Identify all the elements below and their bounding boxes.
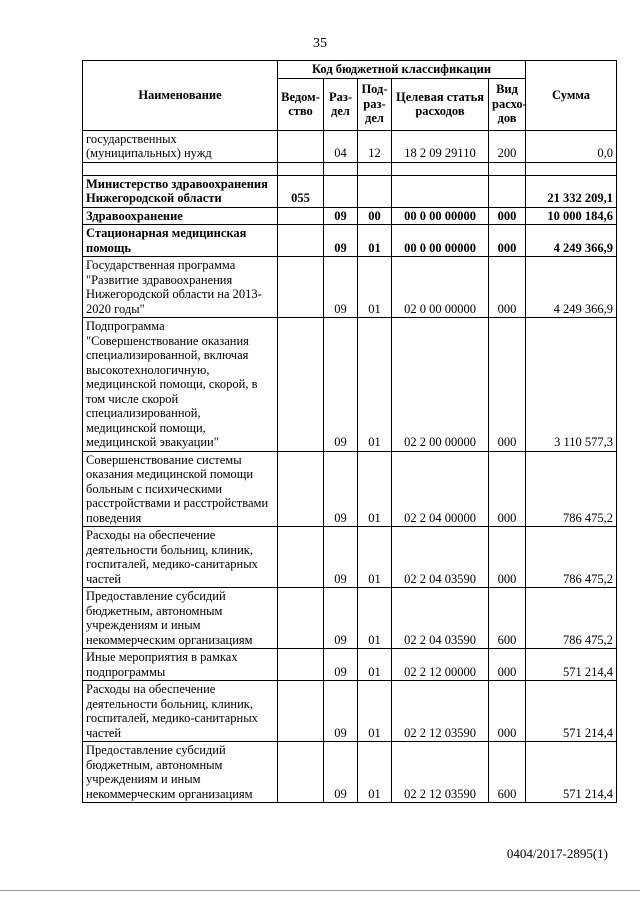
row-target-item: 00 0 00 00000 [392, 207, 489, 225]
row-section: 09 [324, 225, 358, 257]
row-subsection: 12 [358, 130, 392, 162]
row-section: 09 [324, 681, 358, 742]
row-expense-type: 000 [489, 318, 526, 452]
row-name [83, 162, 278, 175]
row-name: Стационарная медицинская помощь [83, 225, 278, 257]
row-subsection: 01 [358, 451, 392, 527]
row-target-item [392, 175, 489, 207]
row-department: 055 [278, 175, 324, 207]
row-expense-type: 000 [489, 451, 526, 527]
row-target-item: 02 2 04 03590 [392, 588, 489, 649]
row-subsection: 01 [358, 588, 392, 649]
row-expense-type: 200 [489, 130, 526, 162]
row-name: Здравоохранение [83, 207, 278, 225]
row-expense-type: 000 [489, 257, 526, 318]
row-subsection [358, 162, 392, 175]
document-code: 0404/2017-2895(1) [506, 846, 608, 861]
row-expense-type: 000 [489, 207, 526, 225]
row-section: 09 [324, 451, 358, 527]
row-sum: 21 332 209,1 [526, 175, 617, 207]
row-sum: 4 249 366,9 [526, 257, 617, 318]
row-subsection: 00 [358, 207, 392, 225]
row-name: Министерство здравоохранения Нижегородской области [83, 175, 278, 207]
table-row [83, 588, 617, 649]
row-subsection: 01 [358, 318, 392, 452]
row-department [278, 130, 324, 162]
header-section: Раз-дел [324, 78, 358, 130]
header-subsection: Под-раз-дел [358, 78, 392, 130]
table-row [83, 451, 617, 527]
row-subsection [358, 175, 392, 207]
row-department [278, 742, 324, 803]
table-row [83, 742, 617, 803]
table-row [83, 225, 617, 257]
table-row [83, 207, 617, 225]
row-department [278, 649, 324, 681]
spacer-row [83, 162, 617, 175]
row-subsection: 01 [358, 742, 392, 803]
row-sum: 0,0 [526, 130, 617, 162]
table-row [83, 681, 617, 742]
row-sum: 786 475,2 [526, 527, 617, 588]
page-number: 35 [313, 36, 327, 51]
row-target-item: 02 2 12 03590 [392, 742, 489, 803]
row-name: Расходы на обеспечение деятельности больниц, клиник, госпиталей, медико-санитарных частей [83, 527, 278, 588]
row-sum: 571 214,4 [526, 742, 617, 803]
row-expense-type: 000 [489, 681, 526, 742]
row-name: Государственная программа "Развитие здравоохранения Нижегородской области на 2013-2020 годы" [83, 257, 278, 318]
row-sum: 3 110 577,3 [526, 318, 617, 452]
row-expense-type: 600 [489, 588, 526, 649]
row-section [324, 162, 358, 175]
row-sum: 786 475,2 [526, 588, 617, 649]
row-subsection: 01 [358, 527, 392, 588]
row-expense-type [489, 162, 526, 175]
row-sum: 571 214,4 [526, 649, 617, 681]
row-section: 09 [324, 257, 358, 318]
table-row [83, 130, 617, 162]
header-target-item: Целевая статья расходов [392, 78, 489, 130]
row-target-item [392, 162, 489, 175]
row-name: Совершенствование системы оказания медицинской помощи больным с психическими расстройствами и расстройствами поведения [83, 451, 278, 527]
row-name: Предоставление субсидий бюджетным, автономным учреждениям и иным некоммерческим организациям [83, 742, 278, 803]
row-target-item: 02 0 00 00000 [392, 257, 489, 318]
row-expense-type: 000 [489, 649, 526, 681]
row-department [278, 318, 324, 452]
row-sum: 571 214,4 [526, 681, 617, 742]
row-target-item: 00 0 00 00000 [392, 225, 489, 257]
row-target-item: 02 2 12 03590 [392, 681, 489, 742]
row-section: 04 [324, 130, 358, 162]
row-expense-type [489, 175, 526, 207]
row-target-item: 02 2 04 03590 [392, 527, 489, 588]
row-target-item: 02 2 04 00000 [392, 451, 489, 527]
row-expense-type: 600 [489, 742, 526, 803]
row-name: Расходы на обеспечение деятельности больниц, клиник, госпиталей, медико-санитарных частей [83, 681, 278, 742]
row-section: 09 [324, 742, 358, 803]
row-sum: 10 000 184,6 [526, 207, 617, 225]
header-name: Наименование [83, 61, 278, 131]
row-section: 09 [324, 649, 358, 681]
budget-table [82, 60, 617, 803]
row-target-item: 02 2 00 00000 [392, 318, 489, 452]
row-sum [526, 162, 617, 175]
row-expense-type: 000 [489, 527, 526, 588]
row-target-item: 18 2 09 29110 [392, 130, 489, 162]
page-bottom-line [0, 890, 640, 891]
header-classification-code: Код бюджетной классификации [278, 61, 526, 79]
row-name: Иные мероприятия в рамках подпрограммы [83, 649, 278, 681]
row-target-item: 02 2 12 00000 [392, 649, 489, 681]
row-section: 09 [324, 527, 358, 588]
row-section: 09 [324, 588, 358, 649]
row-subsection: 01 [358, 649, 392, 681]
row-section: 09 [324, 318, 358, 452]
table-row [83, 318, 617, 452]
row-subsection: 01 [358, 257, 392, 318]
row-department [278, 681, 324, 742]
row-section: 09 [324, 207, 358, 225]
row-name: Подпрограмма "Совершенствование оказания специализированной, включая высокотехнологичную, медицинской помощи, скорой, в том числе скорой специализированной, медицинской помощи, медицинской эвакуации" [83, 318, 278, 452]
row-expense-type: 000 [489, 225, 526, 257]
row-department [278, 588, 324, 649]
header-expense-type: Вид расхо-дов [489, 78, 526, 130]
row-subsection: 01 [358, 681, 392, 742]
row-section [324, 175, 358, 207]
row-department [278, 207, 324, 225]
row-sum: 786 475,2 [526, 451, 617, 527]
row-name: государственных (муниципальных) нужд [83, 130, 278, 162]
row-department [278, 451, 324, 527]
row-department [278, 257, 324, 318]
table-row [83, 175, 617, 207]
row-subsection: 01 [358, 225, 392, 257]
row-name: Предоставление субсидий бюджетным, автономным учреждениям и иным некоммерческим организациям [83, 588, 278, 649]
table-row [83, 527, 617, 588]
row-department [278, 527, 324, 588]
row-sum: 4 249 366,9 [526, 225, 617, 257]
row-department [278, 162, 324, 175]
row-department [278, 225, 324, 257]
header-sum: Сумма [526, 61, 617, 131]
table-row [83, 649, 617, 681]
table-row [83, 257, 617, 318]
header-department: Ведом-ство [278, 78, 324, 130]
